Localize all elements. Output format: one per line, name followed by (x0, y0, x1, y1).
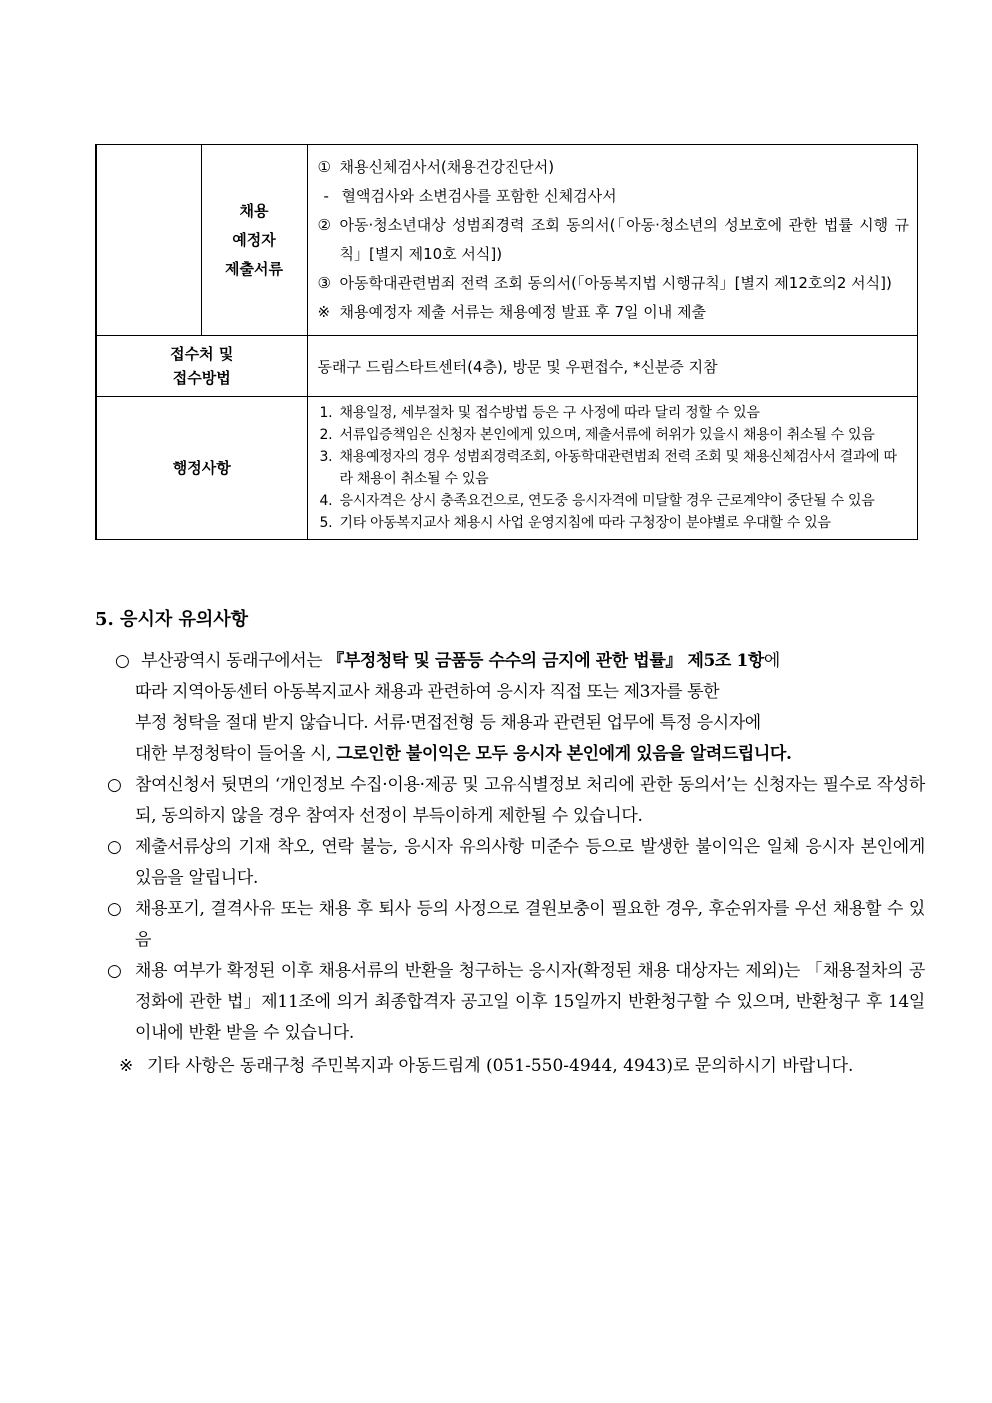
list-item: ○ 참여신청서 뒷면의 ‘개인정보 수집·이용·제공 및 고유식별정보 처리에 관한 동의서’는 신청자는 필수로 작성하되, 동의하지 않을 경우 참여자 선정이 부득이하게 제한될 수 있습니다. (107, 775, 925, 826)
table-empty-cell (96, 145, 201, 336)
notice-paragraph: ○ 부산광역시 동래구에서는 『부정청탁 및 금품등 수수의 금지에 관한 법률』 제5조 1항에 (95, 646, 925, 677)
row-header-documents: 채용 예정자 제출서류 (201, 145, 307, 336)
table-row-admin (96, 397, 918, 540)
warning-text: 그로인한 불이익은 모두 응시자 본인에게 있음을 알려드립니다. (336, 744, 792, 764)
notice-line: 따라 지역아동센터 아동복지교사 채용과 관련하여 응시자 직접 또는 제3자를 통한 (135, 682, 720, 702)
documents-list (307, 145, 918, 336)
list-item: ○ 채용포기, 결격사유 또는 채용 후 퇴사 등의 사정으로 결원보충이 필요한 경우, 후순위자를 우선 채용할 수 있음 (107, 899, 925, 950)
list-item: ③ 아동학대관련범죄 전력 조회 동의서(「아동복지법 시행규칙」[별지 제12호의2 서식]) (317, 274, 892, 292)
notice-line: 대한 부정청탁이 들어올 시, 그로인한 불이익은 모두 응시자 본인에게 있음을 알려드립니다. (135, 744, 792, 764)
list-item: 4. 응시자격은 상시 충족요건으로, 연도중 응시자격에 미달할 경우 근로계약이 중단될 수 있음 (319, 493, 875, 509)
notice-line: 부정 청탁을 절대 받지 않습니다. 서류·면접전형 등 채용과 관련된 업무에 특정 응시자에 (135, 713, 761, 733)
reception-text: 동래구 드림스타트센터(4층), 방문 및 우편접수, *신분증 지참 (307, 336, 918, 397)
reference-note: ※ 기타 사항은 동래구청 주민복지과 아동드림계 (051-550-4944, 4943)로 문의하시기 바랍니다. (119, 1056, 854, 1076)
list-item: ○ 제출서류상의 기재 착오, 연락 불능, 응시자 유의사항 미준수 등으로 발생한 불이익은 일체 응시자 본인에게 있음을 알립니다. (107, 837, 925, 888)
recruitment-info-table (95, 144, 918, 540)
list-item: ① 채용신체검사서(채용건강진단서) (317, 158, 555, 176)
list-item: ② 아동·청소년대상 성범죄경력 조회 동의서(「아동·청소년의 성보호에 관한 법률 시행 규칙」[별지 제10호 서식]) (317, 216, 909, 263)
list-item: - 혈액검사와 소변검사를 포함한 신체검사서 (323, 187, 617, 205)
table-row-documents (96, 145, 918, 336)
row-header-reception: 접수처 및 접수방법 (96, 336, 307, 397)
row-header-admin: 행정사항 (96, 397, 307, 540)
list-item: ○ 채용 여부가 확정된 이후 채용서류의 반환을 청구하는 응시자(확정된 채용 대상자는 제외)는 「채용절차의 공정화에 관한 법」제11조에 의거 최종합격자 공고일 이후 15일까지 반환청구할 수 있으며, 반환청구 후 14일 이내에 반환 받을 수 있습니다. (107, 961, 925, 1043)
section-title: 5. 응시자 유의사항 (95, 609, 249, 630)
list-item: 3. 채용예정자의 경우 성범죄경력조회, 아동학대관련범죄 전력 조회 및 채용신체검사서 결과에 따라 채용이 취소될 수 있음 (319, 449, 897, 487)
list-item: ※ 채용예정자 제출 서류는 채용예정 발표 후 7일 이내 제출 (317, 303, 706, 321)
admin-list (307, 397, 918, 540)
list-item: 1. 채용일정, 세부절차 및 접수방법 등은 구 사정에 따라 달리 정할 수 있음 (319, 405, 760, 421)
table-row-reception (96, 336, 918, 397)
applicant-notes-section (95, 606, 925, 1082)
list-item: 5. 기타 아동복지교사 채용시 사업 운영지침에 따라 구청장이 분야별로 우대할 수 있음 (319, 515, 831, 531)
list-item: 2. 서류입증책임은 신청자 본인에게 있으며, 제출서류에 허위가 있을시 채용이 취소될 수 있음 (319, 427, 875, 443)
law-name: 『부정청탁 및 금품등 수수의 금지에 관한 법률』 제5조 1항 (327, 651, 764, 671)
circle-bullet: ○ (115, 651, 130, 671)
